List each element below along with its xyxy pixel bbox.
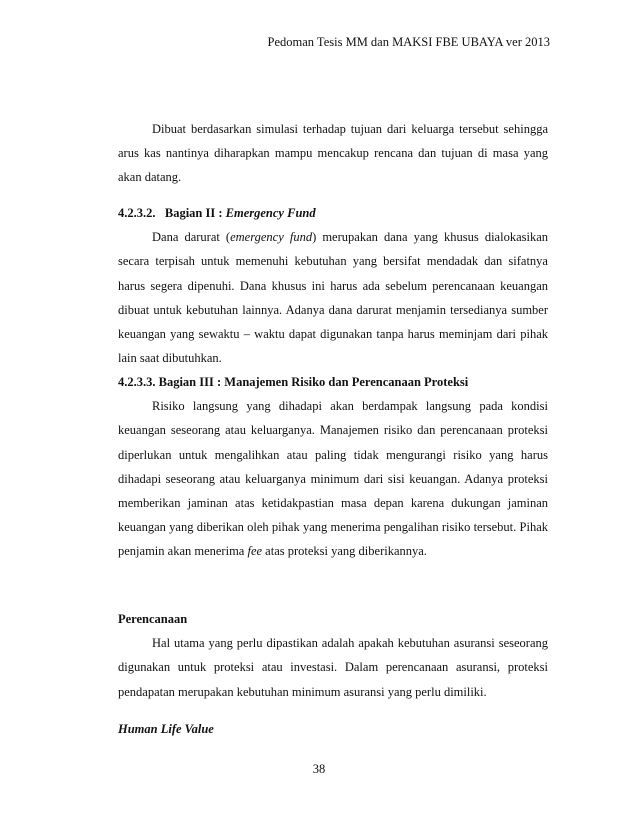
section-human-life-value (118, 717, 548, 741)
risk-management-paragraph (118, 394, 548, 563)
section-heading-perencanaan: Perencanaan (118, 612, 188, 626)
section-title-italic: Emergency Fund (225, 206, 316, 220)
section-perencanaan (118, 607, 548, 704)
intro-paragraph: Dibuat berdasarkan simulasi terhadap tujuan dari keluarga tersebut sehingga arus kas nantinya diharapkan mampu mencakup rencana dan tujuan di masa yang akan datang. (118, 122, 548, 185)
page-number: 38 (312, 762, 326, 776)
perencanaan-paragraph: Hal utama yang perlu dipastikan adalah apakah kebutuhan asuransi seseorang digunakan untuk proteksi atau investasi. Dalam perencanaan asuransi, proteksi pendapatan merupakan kebutuhan minimum asuransi yang perlu dimiliki. (118, 636, 548, 699)
intro-block (118, 117, 548, 190)
section-number: 4.2.3.2. (118, 206, 156, 220)
paragraph-text: Dana darurat ( (152, 230, 231, 245)
section-risk-management (118, 370, 548, 564)
section-heading-human-life-value (118, 717, 548, 741)
paragraph-text: Risiko langsung yang dihadapi akan berdampak langsung pada kondisi keuangan seseorang atau keluarganya. Manajemen risiko dan perencanaan proteksi diperlukan untuk mengalihkan atau paling tidak mengurangi risiko yang harus dihadapi seseorang atau keluarganya minimum dari sisi keuangan. Adanya proteksi memberikan jaminan atas ketidakpastian masa depan karena dukungan jaminan keuangan yang diberikan oleh pihak yang menerima pengalihan risiko tersebut. Pihak penjamin akan menerima (118, 399, 548, 559)
paragraph-italic-term: emergency fund (230, 230, 313, 245)
running-header: Pedoman Tesis MM dan MAKSI FBE UBAYA ver 2013 (267, 35, 550, 49)
section-emergency-fund (118, 201, 548, 370)
paragraph-text: ) merupakan dana yang khusus dialokasikan secara terpisah untuk memenuhi kebutuhan yang bersifat mendadak dan sifatnya harus segera dipenuhi. Dana khusus ini harus ada sebelum perencanaan keuangan dibuat untuk kebutuhan lainnya. Adanya dana darurat menjamin tersedianya sumber keuangan yang sewaktu – waktu dapat digunakan tanpa harus meminjam dari pihak lain saat dibutuhkan. (118, 230, 548, 366)
section-heading-risk-management: 4.2.3.3. Bagian III : Manajemen Risiko dan Perencanaan Proteksi (118, 375, 469, 389)
section-title-prefix: Bagian II : (164, 206, 226, 220)
paragraph-italic-term: fee (247, 544, 263, 559)
section-heading-italic: Human Life Value (118, 722, 214, 736)
paragraph-text: atas proteksi yang diberikannya. (262, 544, 427, 559)
emergency-fund-paragraph (118, 225, 548, 370)
section-heading-emergency-fund (118, 201, 548, 225)
